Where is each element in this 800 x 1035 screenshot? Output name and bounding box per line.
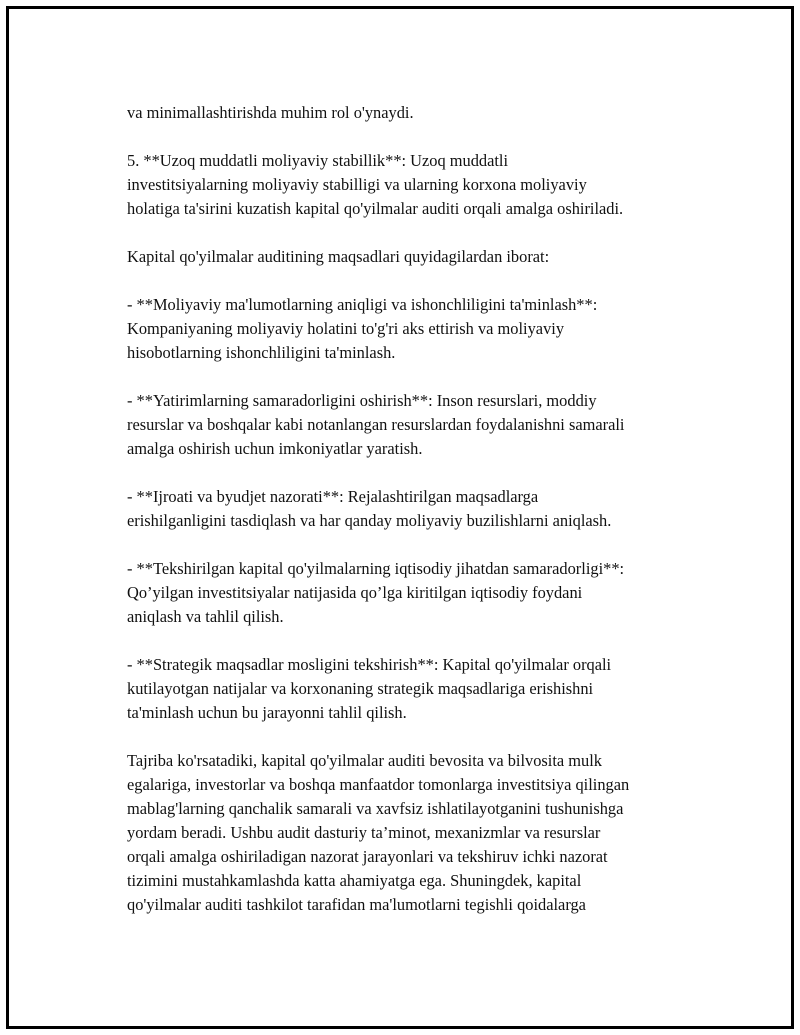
text-line: hisobotlarning ishonchliligini ta'minlash. — [127, 343, 396, 362]
document-body — [127, 101, 727, 941]
text-line: Kapital qo'yilmalar auditining maqsadlari quyidagilardan iborat: — [127, 247, 550, 266]
paragraph-2 — [127, 149, 727, 221]
paragraph-4 — [127, 293, 727, 365]
paragraph-9 — [127, 749, 727, 917]
paragraph-5 — [127, 389, 727, 461]
text-line: yordam beradi. Ushbu audit dasturiy ta’minot, mexanizmlar va resurslar — [127, 823, 601, 842]
text-line: investitsiyalarning moliyaviy stabilligi va ularning korxona moliyaviy — [127, 175, 587, 194]
text-line: amalga oshirish uchun imkoniyatlar yaratish. — [127, 439, 423, 458]
text-line: egalariga, investorlar va boshqa manfaatdor tomonlarga investitsiya qilingan — [127, 775, 630, 794]
paragraph-6 — [127, 485, 727, 533]
paragraph-1 — [127, 101, 727, 125]
text-line: aniqlash va tahlil qilish. — [127, 607, 284, 626]
text-line: mablag'larning qanchalik samarali va xavfsiz ishlatilayotganini tushunishga — [127, 799, 624, 818]
page-frame — [6, 6, 794, 1029]
text-line: qo'yilmalar auditi tashkilot tarafidan ma'lumotlarni tegishli qoidalarga — [127, 895, 586, 914]
text-line: - **Ijroati va byudjet nazorati**: Rejalashtirilgan maqsadlarga — [127, 487, 539, 506]
text-line: resurslar va boshqalar kabi notanlangan resurslardan foydalanishni samarali — [127, 415, 625, 434]
text-line: Kompaniyaning moliyaviy holatini to'g'ri aks ettirish va moliyaviy — [127, 319, 565, 338]
text-line: Tajriba ko'rsatadiki, kapital qo'yilmalar auditi bevosita va bilvosita mulk — [127, 751, 602, 770]
paragraph-3 — [127, 245, 727, 269]
text-line: tizimini mustahkamlashda katta ahamiyatga ega. Shuningdek, kapital — [127, 871, 582, 890]
text-line: 5. **Uzoq muddatli moliyaviy stabillik**: Uzoq muddatli — [127, 151, 509, 170]
text-line: Qo’yilgan investitsiyalar natijasida qo’lga kiritilgan iqtisodiy foydani — [127, 583, 583, 602]
text-line: - **Moliyaviy ma'lumotlarning aniqligi va ishonchliligini ta'minlash**: — [127, 295, 598, 314]
text-line: ta'minlash uchun bu jarayonni tahlil qilish. — [127, 703, 407, 722]
paragraph-7 — [127, 557, 727, 629]
text-line: kutilayotgan natijalar va korxonaning strategik maqsadlariga erishishni — [127, 679, 594, 698]
text-line: - **Tekshirilgan kapital qo'yilmalarning iqtisodiy jihatdan samaradorligi**: — [127, 559, 625, 578]
text-line: - **Yatirimlarning samaradorligini oshirish**: Inson resurslari, moddiy — [127, 391, 597, 410]
paragraph-8 — [127, 653, 727, 725]
text-line: orqali amalga oshiriladigan nazorat jarayonlari va tekshiruv ichki nazorat — [127, 847, 608, 866]
text-line: holatiga ta'sirini kuzatish kapital qo'yilmalar auditi orqali amalga oshiriladi. — [127, 199, 624, 218]
text-line: - **Strategik maqsadlar mosligini tekshirish**: Kapital qo'yilmalar orqali — [127, 655, 612, 674]
text-line: va minimallashtirishda muhim rol o'ynaydi. — [127, 103, 414, 122]
text-line: erishilganligini tasdiqlash va har qanday moliyaviy buzilishlarni aniqlash. — [127, 511, 612, 530]
